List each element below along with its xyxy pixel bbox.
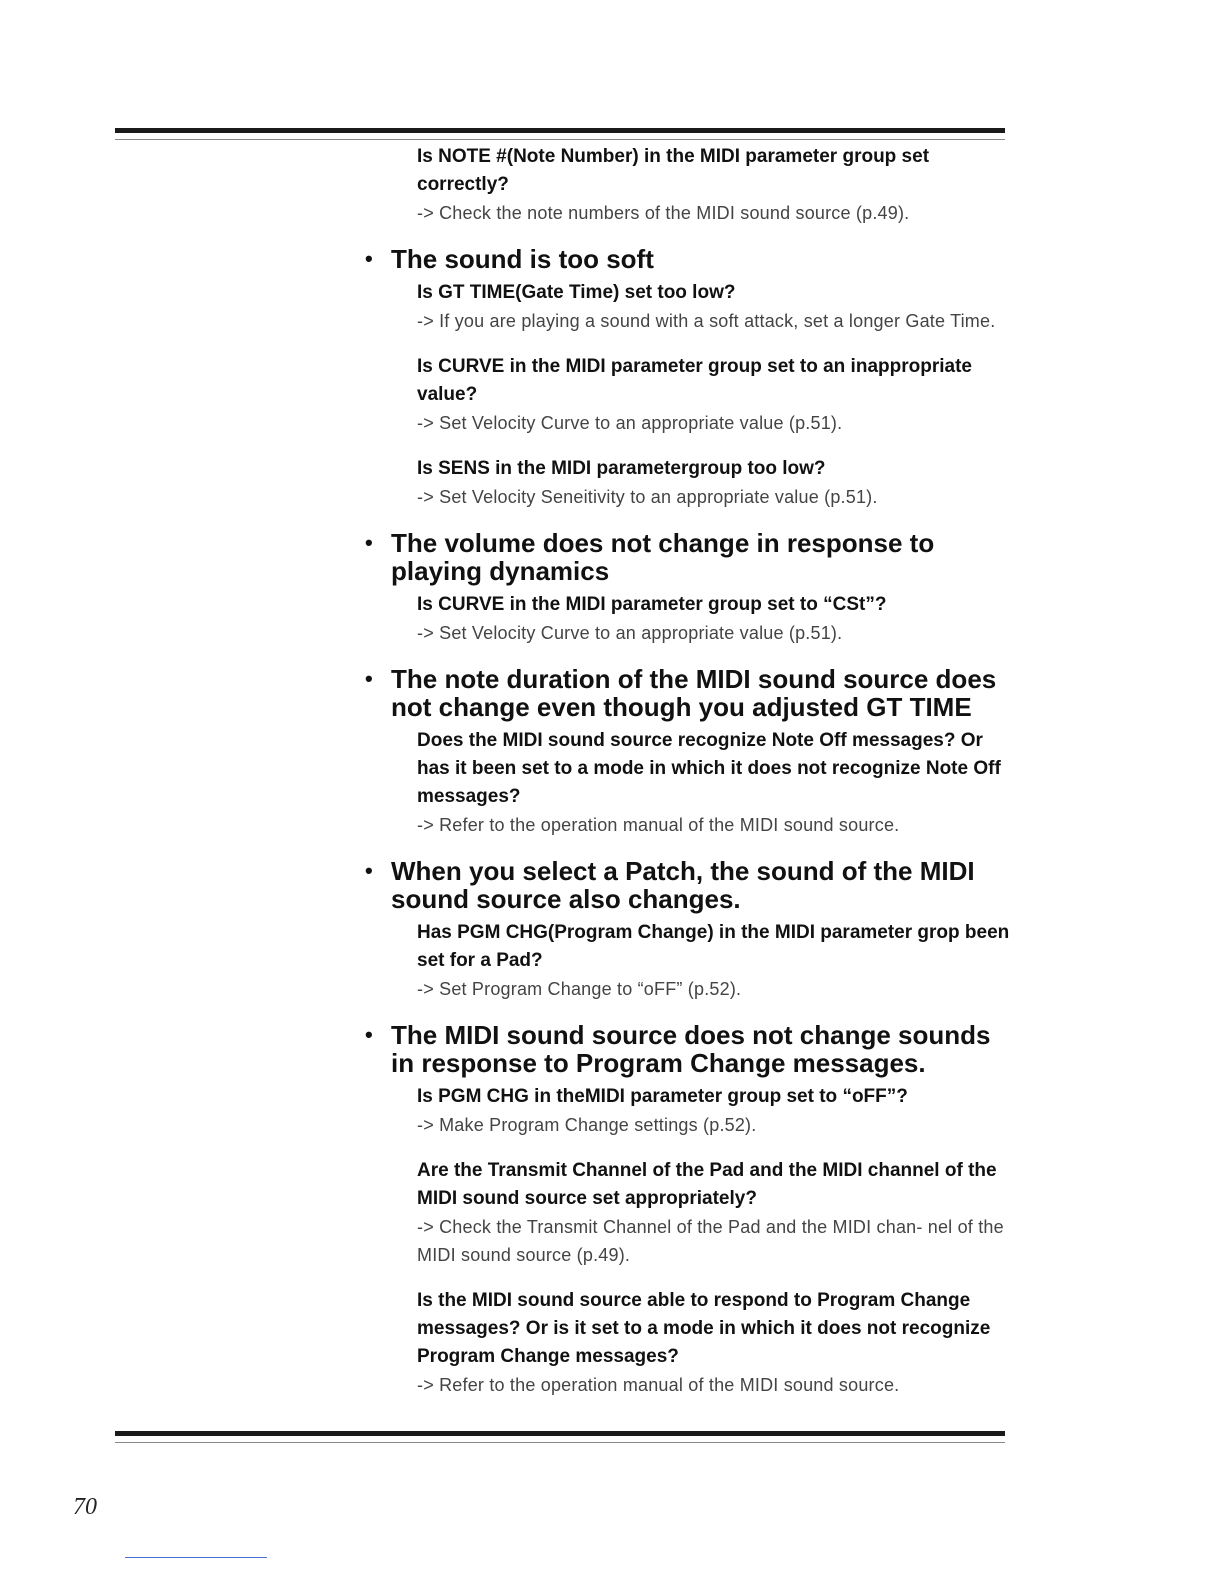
answer: -> Set Velocity Curve to an appropriate value (p.51).: [417, 413, 843, 433]
section-heading-text: The volume does not change in response to playing dynamics: [391, 528, 935, 586]
question: Is PGM CHG in theMIDI parameter group set to “oFF”?: [417, 1086, 908, 1107]
section-heading: [365, 529, 1010, 585]
bullet-icon: •: [365, 858, 373, 883]
qa-item: [365, 919, 1010, 1003]
bottom-rule: [115, 1431, 1005, 1443]
qa-item: [365, 727, 1010, 839]
answer: -> Refer to the operation manual of the MIDI sound source.: [417, 1375, 900, 1395]
question: Is the MIDI sound source able to respond to Program Change messages? Or is it set to a mode in which it does not recognize Program Change messages?: [417, 1290, 991, 1367]
section-heading-text: When you select a Patch, the sound of the MIDI sound source also changes.: [391, 856, 975, 914]
troubleshooting-content: [365, 143, 1010, 1417]
section-heading-text: The MIDI sound source does not change sounds in response to Program Change messages.: [391, 1020, 991, 1078]
question: Is NOTE #(Note Number) in the MIDI parameter group set correctly?: [417, 146, 930, 195]
footer-line: [125, 1557, 267, 1558]
section-note-duration: [365, 665, 1010, 839]
section-heading-text: The sound is too soft: [391, 244, 654, 274]
question: Is SENS in the MIDI parametergroup too low?: [417, 458, 826, 479]
section-volume-dynamics: [365, 529, 1010, 647]
qa-item: [365, 1083, 1010, 1139]
section-heading: [365, 1021, 1010, 1077]
qa-item: [365, 1157, 1010, 1269]
question: Is GT TIME(Gate Time) set too low?: [417, 282, 736, 303]
section-heading: [365, 245, 1010, 273]
question: Does the MIDI sound source recognize Note Off messages? Or has it been set to a mode in which it does not recognize Note Off messages?: [417, 730, 1001, 807]
bullet-icon: •: [365, 246, 373, 271]
answer: -> Refer to the operation manual of the MIDI sound source.: [417, 815, 900, 835]
page-number: 70: [73, 1494, 97, 1520]
bullet-icon: •: [365, 666, 373, 691]
question: Is CURVE in the MIDI parameter group set to “CSt”?: [417, 594, 887, 615]
question: Is CURVE in the MIDI parameter group set to an inappropriate value?: [417, 356, 972, 405]
bullet-icon: •: [365, 1022, 373, 1047]
section-program-change: [365, 1021, 1010, 1399]
question: Has PGM CHG(Program Change) in the MIDI parameter grop been set for a Pad?: [417, 922, 1010, 971]
answer: -> Check the Transmit Channel of the Pad and the MIDI chan- nel of the MIDI sound source (p.49).: [417, 1217, 1004, 1265]
answer: -> If you are playing a sound with a soft attack, set a longer Gate Time.: [417, 311, 996, 331]
bullet-icon: •: [365, 530, 373, 555]
top-rule: [115, 128, 1005, 140]
qa-item: [365, 591, 1010, 647]
answer: -> Check the note numbers of the MIDI sound source (p.49).: [417, 203, 910, 223]
qa-item: [365, 279, 1010, 335]
qa-item: [365, 455, 1010, 511]
qa-item: [365, 1287, 1010, 1399]
section-sound-too-soft: [365, 245, 1010, 511]
intro-qa: [365, 143, 1010, 227]
section-heading: [365, 857, 1010, 913]
answer: -> Set Program Change to “oFF” (p.52).: [417, 979, 742, 999]
qa-item: [365, 353, 1010, 437]
section-heading-text: The note duration of the MIDI sound source does not change even though you adjusted GT TIME: [391, 664, 997, 722]
question: Are the Transmit Channel of the Pad and the MIDI channel of the MIDI sound source set appropriately?: [417, 1160, 997, 1209]
section-heading: [365, 665, 1010, 721]
section-patch-select: [365, 857, 1010, 1003]
answer: -> Make Program Change settings (p.52).: [417, 1115, 757, 1135]
answer: -> Set Velocity Curve to an appropriate value (p.51).: [417, 623, 843, 643]
answer: -> Set Velocity Seneitivity to an appropriate value (p.51).: [417, 487, 878, 507]
